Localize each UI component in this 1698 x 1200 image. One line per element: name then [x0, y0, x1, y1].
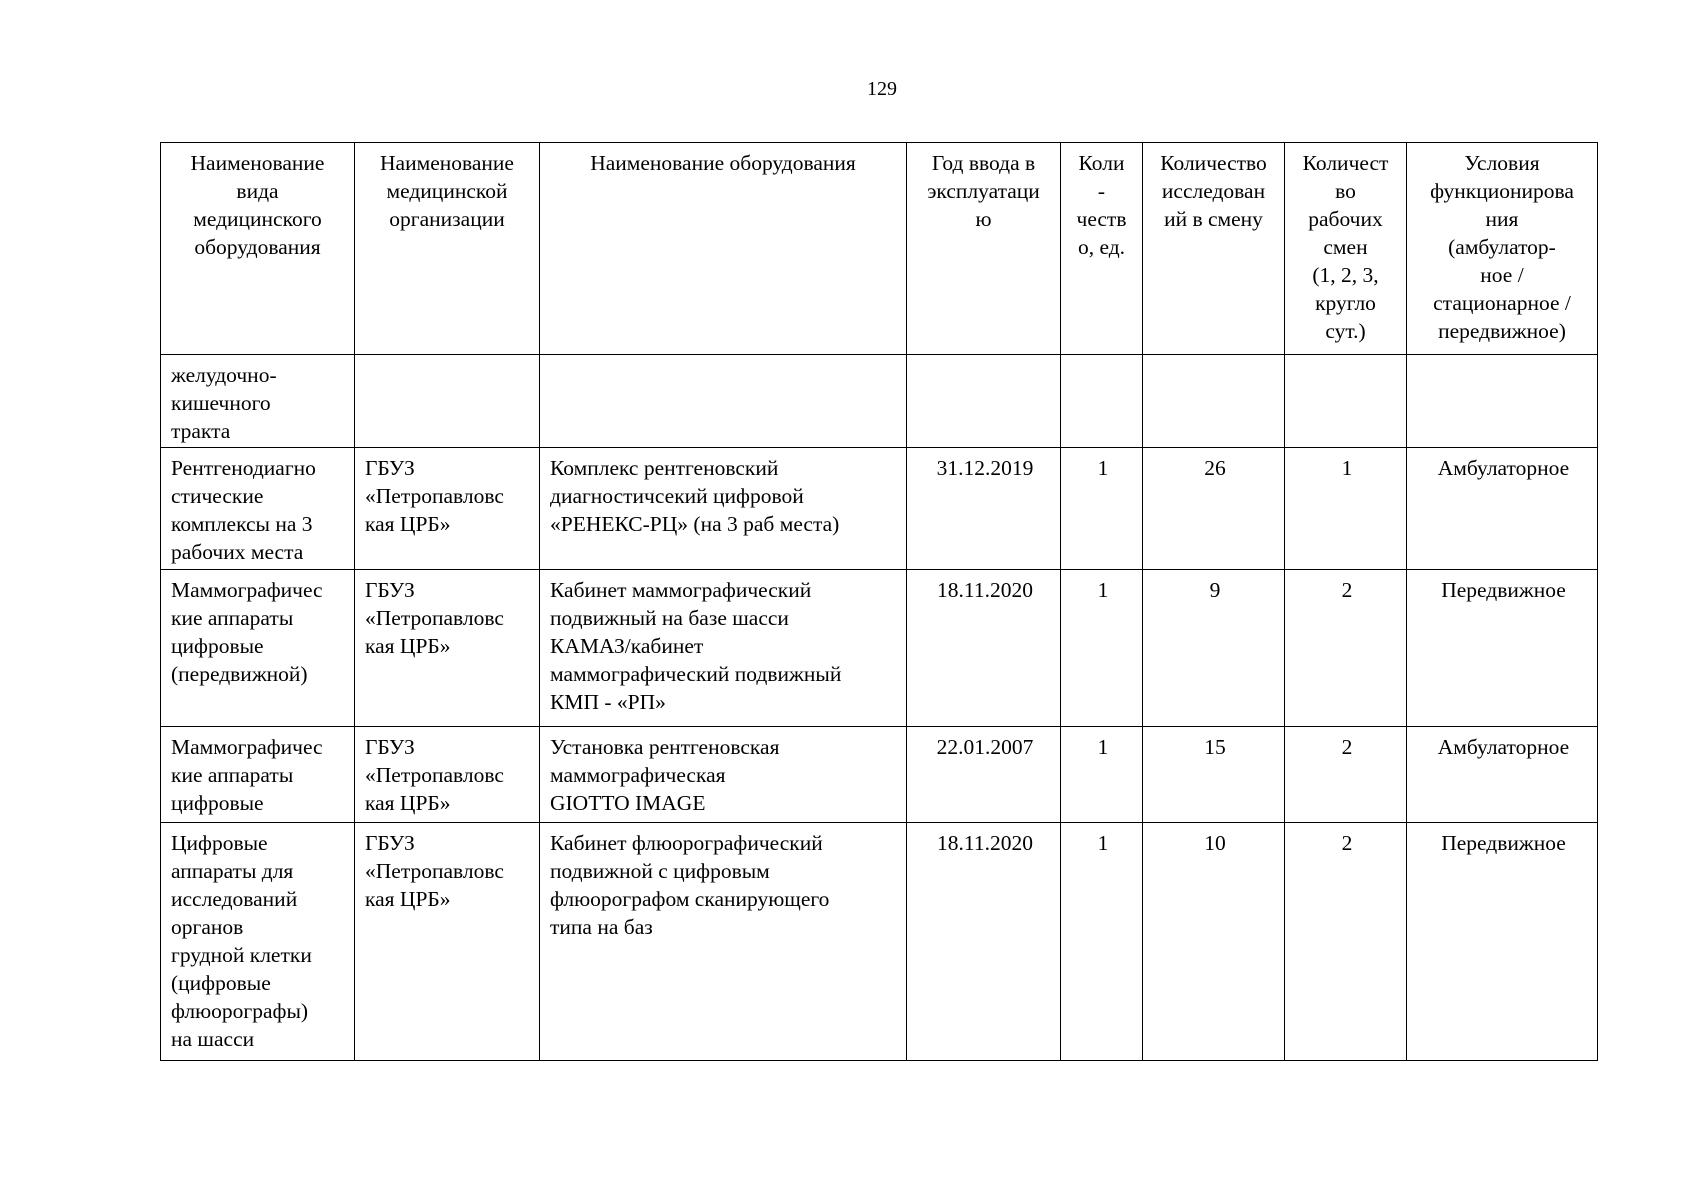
cell-medical-organization: ГБУЗ «Петропавловс кая ЦРБ» — [355, 448, 540, 570]
header-commissioning-year: Год ввода в эксплуатаци ю — [907, 143, 1061, 355]
cell-studies-per-shift: 26 — [1143, 448, 1285, 570]
table-row — [161, 570, 1598, 727]
header-work-shifts: Количест во рабочих смен (1, 2, 3, кругло сут.) — [1285, 143, 1407, 355]
table-header-row — [161, 143, 1598, 355]
table-row — [161, 823, 1598, 1061]
cell-equipment-type: Цифровые аппараты для исследований органов грудной клетки (цифровые флюорографы) на шасси — [161, 823, 355, 1061]
header-equipment-type: Наименование вида медицинского оборудования — [161, 143, 355, 355]
cell-equipment-name: Кабинет маммографический подвижный на базе шасси КАМАЗ/кабинет маммографический подвижный КМП - «РП» — [540, 570, 907, 727]
cell-medical-organization: ГБУЗ «Петропавловс кая ЦРБ» — [355, 727, 540, 823]
cell-equipment-type: Рентгенодиагно стические комплексы на 3 рабочих места — [161, 448, 355, 570]
header-equipment-name: Наименование оборудования — [540, 143, 907, 355]
header-quantity: Коли - честв о, ед. — [1061, 143, 1143, 355]
cell-quantity: 1 — [1061, 727, 1143, 823]
cell-quantity — [1061, 355, 1143, 448]
table-row — [161, 448, 1598, 570]
cell-work-shifts — [1285, 355, 1407, 448]
cell-quantity: 1 — [1061, 823, 1143, 1061]
header-studies-per-shift: Количество исследован ий в смену — [1143, 143, 1285, 355]
cell-work-shifts: 2 — [1285, 570, 1407, 727]
cell-equipment-type: Маммографичес кие аппараты цифровые — [161, 727, 355, 823]
cell-studies-per-shift: 9 — [1143, 570, 1285, 727]
cell-operating-conditions: Амбулаторное — [1407, 727, 1598, 823]
cell-equipment-type: Маммографичес кие аппараты цифровые (передвижной) — [161, 570, 355, 727]
cell-medical-organization: ГБУЗ «Петропавловс кая ЦРБ» — [355, 570, 540, 727]
cell-equipment-name — [540, 355, 907, 448]
cell-commissioning-year: 18.11.2020 — [907, 570, 1061, 727]
header-operating-conditions: Условия функционирова ния (амбулатор- ное / стационарное / передвижное) — [1407, 143, 1598, 355]
cell-medical-organization — [355, 355, 540, 448]
cell-operating-conditions: Амбулаторное — [1407, 448, 1598, 570]
cell-work-shifts: 2 — [1285, 727, 1407, 823]
cell-work-shifts: 1 — [1285, 448, 1407, 570]
table-row — [161, 727, 1598, 823]
page-number: 129 — [867, 78, 897, 100]
cell-studies-per-shift: 15 — [1143, 727, 1285, 823]
cell-quantity: 1 — [1061, 448, 1143, 570]
cell-commissioning-year: 18.11.2020 — [907, 823, 1061, 1061]
cell-studies-per-shift — [1143, 355, 1285, 448]
cell-commissioning-year — [907, 355, 1061, 448]
cell-equipment-name: Комплекс рентгеновский диагностичсекий цифровой «РЕНЕКС-РЦ» (на 3 раб места) — [540, 448, 907, 570]
cell-operating-conditions: Передвижное — [1407, 570, 1598, 727]
equipment-table — [160, 142, 1598, 1061]
cell-medical-organization: ГБУЗ «Петропавловс кая ЦРБ» — [355, 823, 540, 1061]
cell-operating-conditions — [1407, 355, 1598, 448]
cell-work-shifts: 2 — [1285, 823, 1407, 1061]
cell-equipment-name: Установка рентгеновская маммографическая GIOTTO IMAGE — [540, 727, 907, 823]
cell-studies-per-shift: 10 — [1143, 823, 1285, 1061]
table-row — [161, 355, 1598, 448]
cell-equipment-name: Кабинет флюорографический подвижной с цифровым флюорографом сканирующего типа на баз — [540, 823, 907, 1061]
cell-quantity: 1 — [1061, 570, 1143, 727]
cell-commissioning-year: 31.12.2019 — [907, 448, 1061, 570]
cell-commissioning-year: 22.01.2007 — [907, 727, 1061, 823]
header-medical-organization: Наименование медицинской организации — [355, 143, 540, 355]
cell-operating-conditions: Передвижное — [1407, 823, 1598, 1061]
cell-equipment-type: желудочно- кишечного тракта — [161, 355, 355, 448]
